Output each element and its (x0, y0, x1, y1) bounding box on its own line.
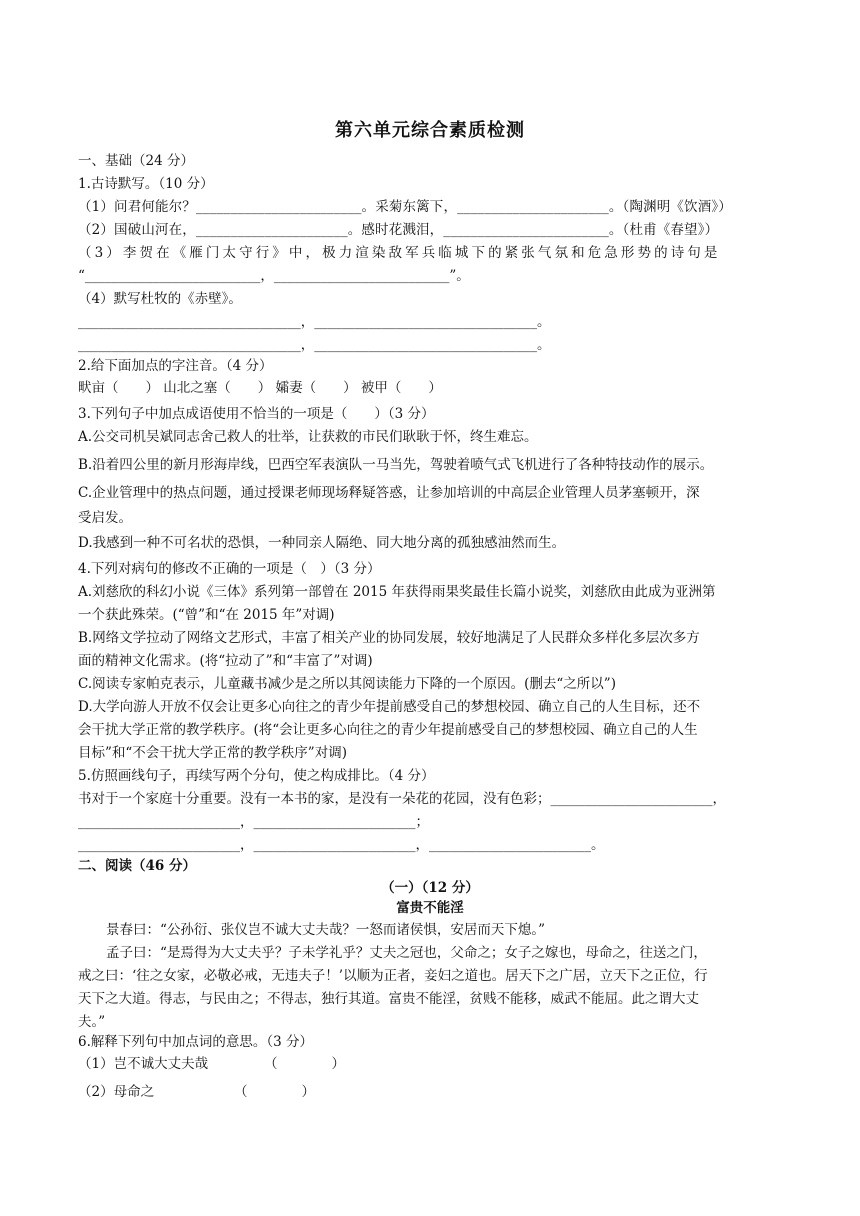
section2-heading: 二、阅读（46 分） (78, 858, 196, 874)
q2-items: 畎亩（ ） 山北之塞（ ） 孀妻（ ） 被甲（ ） (78, 380, 442, 396)
q3-option-b: B.沿着四公里的新月形海岸线，巴西空军表演队一马当先，驾驶着喷气式飞机进行了各种特技动作的展示。 (78, 457, 714, 473)
q4-option-b-line2: 面的精神文化需求。(将“拉动了”和“丰富了”对调) (78, 653, 373, 669)
q1-blank-line2: _________________________________，_________________________________。 (78, 337, 551, 353)
q1-part4: （4）默写杜牧的《赤壁》。 (78, 291, 242, 307)
q5-line2: ________________________，________________________； (78, 814, 429, 830)
q1-blank-line1: _________________________________，_________________________________。 (78, 314, 551, 330)
q6-item2: （2）母命之 (78, 1084, 155, 1100)
passage-paragraph2-line2: 戒之曰：‘往之女家，必敬必戒，无违夫子！’以顺为正者，妾妇之道也。居天下之广居，立天下之正位，行 (78, 968, 708, 984)
q4-option-d-line1: D.大学向游人开放不仅会让更多心向往之的青少年提前感受自己的梦想校园、确立自己的人生目标，还不 (78, 699, 701, 715)
q4-option-b-line1: B.网络文学拉动了网络文艺形式，丰富了相关产业的协同发展，较好地满足了人民群众多样化多层次多方 (78, 630, 700, 646)
q1-part3-line1: （3）李贺在《雁门太守行》中，极力渲染敌军兵临城下的紧张气氛和危急形势的诗句是 (78, 245, 721, 261)
q5-line1: 书对于一个家庭十分重要。没有一本书的家，是没有一朵花的花园，没有色彩；________________________， (78, 791, 726, 807)
q1-part1: （1）问君何能尔？________________________。采菊东篱下，______________________。（陶渊明《饮酒》） (78, 199, 732, 215)
passage-paragraph2-line3: 天下之大道。得志，与民由之；不得志，独行其道。富贵不能淫，贫贱不能移，威武不能屈。此之谓大丈 (78, 991, 699, 1007)
q6-item1-blank: （ ） (264, 1056, 345, 1072)
q2-stem: 2.给下面加点的字注音。（4 分） (78, 358, 273, 374)
page-title: 第六单元综合素质检测 (335, 120, 525, 141)
q1-part3-line2: “__________________________，__________________________”。 (78, 268, 470, 284)
q5-stem: 5.仿照画线句子，再续写两个分句，使之构成排比。（4 分） (78, 768, 435, 784)
q6-item2-blank: （ ） (234, 1084, 315, 1100)
q4-option-d-line2: 会干扰大学正常的教学秩序。(将“会让更多心向往之的青少年提前感受自己的梦想校园、确立自己的人生 (78, 722, 698, 738)
passage-paragraph2-line4: 夫。” (78, 1014, 106, 1030)
q1-stem: 1.古诗默写。（10 分） (78, 176, 214, 192)
q6-stem: 6.解释下列句中加点词的意思。（3 分） (78, 1034, 314, 1050)
q3-option-a: A.公交司机吴斌同志舍己救人的壮举，让获救的市民们耿耿于怀，终生难忘。 (78, 429, 538, 445)
q4-stem: 4.下列对病句的修改不正确的一项是（ ）（3 分） (78, 561, 381, 577)
q6-item1: （1）岂不诚大丈夫哉 (78, 1056, 209, 1072)
q4-option-a-line1: A.刘慈欣的科幻小说《三体》系列第一部曾在 2015 年获得雨果奖最佳长篇小说奖，刘慈欣由此成为亚洲第 (78, 584, 716, 600)
q5-line3: ________________________，________________________，________________________。 (78, 837, 605, 853)
q3-stem: 3.下列句子中加点成语使用不恰当的一项是（ ）（3 分） (78, 406, 435, 422)
passage-title: 富贵不能淫 (396, 900, 464, 916)
q4-option-a-line2: 一个获此殊荣。(“曾”和“在 2015 年”对调) (78, 607, 335, 623)
q3-option-d: D.我感到一种不可名状的恐惧，一种同亲人隔绝、同大地分离的孤独感油然而生。 (78, 535, 566, 551)
q4-option-c: C.阅读专家帕克表示，儿童藏书减少是之所以其阅读能力下降的一个原因。(删去“之所以”) (78, 676, 616, 692)
passage-part-label: （一）（12 分） (381, 880, 479, 896)
section1-heading: 一、基础（24 分） (78, 153, 194, 169)
passage-paragraph1: 景春曰：“公孙衍、张仪岂不诚大丈夫哉？一怒而诸侯惧，安居而天下熄。” (106, 922, 546, 938)
q3-option-c-line1: C.企业管理中的热点问题，通过授课老师现场释疑答惑，让参加培训的中高层企业管理人员茅塞顿开，深 (78, 485, 700, 501)
q3-option-c-line2: 受启发。 (78, 510, 132, 526)
q4-option-d-line3: 目标”和“不会干扰大学正常的教学秩序”对调) (78, 745, 347, 761)
q1-part2: （2）国破山河在，______________________。感时花溅泪，________________________。（杜甫《春望》） (78, 222, 719, 238)
passage-paragraph2-line1: 孟子曰：“是焉得为大丈夫乎？子未学礼乎？丈夫之冠也，父命之；女子之嫁也，母命之，往送之门， (106, 945, 707, 961)
